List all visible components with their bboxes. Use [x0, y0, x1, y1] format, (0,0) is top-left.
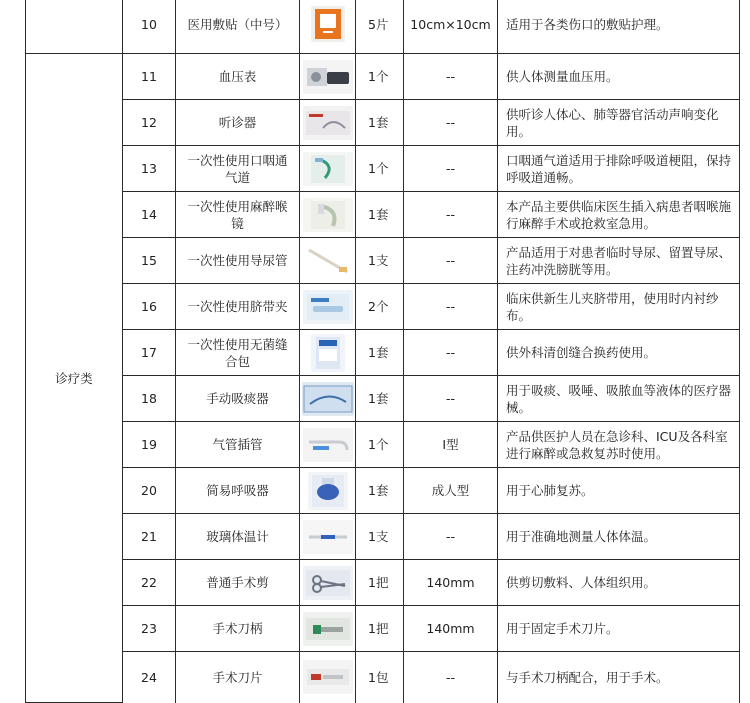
item-usage: 供人体测量血压用。: [498, 54, 740, 100]
item-image-cell: [300, 146, 356, 192]
item-spec: 140mm: [404, 606, 498, 652]
item-quantity: 1套: [356, 100, 404, 146]
table-row: [26, 330, 740, 376]
item-image-cell: [300, 0, 356, 54]
row-number: 16: [123, 284, 176, 330]
item-image-cell: [300, 514, 356, 560]
table-row: [26, 560, 740, 606]
stethoscope-icon: [303, 106, 353, 140]
surgical-scissors-icon: [303, 566, 353, 600]
table-row: [26, 0, 740, 54]
item-name: 气管插管: [176, 422, 300, 468]
blood-pressure-monitor-icon: [303, 60, 353, 94]
item-spec: --: [404, 100, 498, 146]
item-name: 简易呼吸器: [176, 468, 300, 514]
item-spec: --: [404, 376, 498, 422]
item-image-cell: [300, 606, 356, 652]
table-row: [26, 468, 740, 514]
row-number: 19: [123, 422, 176, 468]
wound-dressing-icon: [311, 6, 345, 42]
item-quantity: 2个: [356, 284, 404, 330]
item-usage: 产品适用于对患者临时导尿、留置导尿、注药冲洗膀胱等用。: [498, 238, 740, 284]
row-number: 10: [123, 0, 176, 54]
table-row: [26, 422, 740, 468]
item-spec: --: [404, 192, 498, 238]
umbilical-clamp-icon: [303, 290, 353, 324]
row-number: 22: [123, 560, 176, 606]
item-quantity: 1把: [356, 606, 404, 652]
item-spec: --: [404, 652, 498, 703]
item-image-cell: [300, 54, 356, 100]
item-spec: --: [404, 238, 498, 284]
table-row: [26, 54, 740, 100]
item-spec: --: [404, 146, 498, 192]
thermometer-icon: [303, 520, 353, 554]
item-quantity: 5片: [356, 0, 404, 54]
item-usage: 供外科清创缝合换药使用。: [498, 330, 740, 376]
item-image-cell: [300, 376, 356, 422]
item-image-cell: [300, 652, 356, 703]
endotracheal-tube-icon: [303, 428, 353, 462]
table-row: [26, 606, 740, 652]
item-quantity: 1把: [356, 560, 404, 606]
row-number: 21: [123, 514, 176, 560]
item-image-cell: [300, 330, 356, 376]
table-row: [26, 376, 740, 422]
row-number: 18: [123, 376, 176, 422]
item-quantity: 1个: [356, 54, 404, 100]
item-name: 一次性使用导尿管: [176, 238, 300, 284]
row-number: 11: [123, 54, 176, 100]
item-quantity: 1套: [356, 376, 404, 422]
item-spec: --: [404, 514, 498, 560]
item-image-cell: [300, 100, 356, 146]
item-name: 医用敷贴（中号）: [176, 0, 300, 54]
table-row: [26, 100, 740, 146]
item-name: 手动吸痰器: [176, 376, 300, 422]
item-usage: 用于心肺复苏。: [498, 468, 740, 514]
item-spec: 10cm×10cm: [404, 0, 498, 54]
row-number: 13: [123, 146, 176, 192]
item-image-cell: [300, 422, 356, 468]
item-usage: 用于固定手术刀片。: [498, 606, 740, 652]
item-name: 手术刀片: [176, 652, 300, 703]
oropharyngeal-airway-icon: [303, 152, 353, 186]
row-number: 15: [123, 238, 176, 284]
item-name: 一次性使用无菌缝合包: [176, 330, 300, 376]
item-usage: 临床供新生儿夹脐带用，使用时内衬纱布。: [498, 284, 740, 330]
item-image-cell: [300, 560, 356, 606]
item-usage: 适用于各类伤口的敷贴护理。: [498, 0, 740, 54]
table-row: [26, 146, 740, 192]
item-usage: 用于吸痰、吸唾、吸脓血等液体的医疗器械。: [498, 376, 740, 422]
item-usage: 与手术刀柄配合，用于手术。: [498, 652, 740, 703]
item-name: 听诊器: [176, 100, 300, 146]
item-spec: --: [404, 54, 498, 100]
item-name: 普通手术剪: [176, 560, 300, 606]
table-row: [26, 514, 740, 560]
supply-table: [25, 0, 740, 703]
row-number: 23: [123, 606, 176, 652]
item-quantity: 1个: [356, 146, 404, 192]
item-image-cell: [300, 468, 356, 514]
item-name: 一次性使用口咽通气道: [176, 146, 300, 192]
table-row: [26, 284, 740, 330]
item-spec: --: [404, 284, 498, 330]
item-image-cell: [300, 284, 356, 330]
suture-kit-icon: [311, 334, 345, 372]
category-cell: 诊疗类: [26, 54, 123, 703]
item-name: 血压表: [176, 54, 300, 100]
item-spec: Ⅰ型: [404, 422, 498, 468]
row-number: 17: [123, 330, 176, 376]
item-quantity: 1支: [356, 238, 404, 284]
scalpel-blade-icon: [303, 660, 353, 694]
item-quantity: 1套: [356, 468, 404, 514]
item-spec: --: [404, 330, 498, 376]
row-number: 14: [123, 192, 176, 238]
table-row: [26, 652, 740, 703]
table-row: [26, 238, 740, 284]
item-image-cell: [300, 192, 356, 238]
item-usage: 供听诊人体心、肺等器官活动声响变化用。: [498, 100, 740, 146]
item-quantity: 1包: [356, 652, 404, 703]
item-spec: 成人型: [404, 468, 498, 514]
table-row: [26, 192, 740, 238]
item-quantity: 1套: [356, 330, 404, 376]
item-usage: 口咽通气道适用于排除呼吸道梗阻，保持呼吸道通畅。: [498, 146, 740, 192]
item-usage: 产品供医护人员在急诊科、ICU及各科室进行麻醉或急救复苏时使用。: [498, 422, 740, 468]
category-cell-previous: [26, 0, 123, 54]
suction-device-icon: [302, 382, 354, 416]
laryngoscope-icon: [303, 198, 353, 232]
item-name: 一次性使用脐带夹: [176, 284, 300, 330]
row-number: 12: [123, 100, 176, 146]
item-quantity: 1个: [356, 422, 404, 468]
scalpel-handle-icon: [303, 612, 353, 646]
resuscitator-icon: [308, 472, 348, 510]
item-name: 手术刀柄: [176, 606, 300, 652]
item-name: 玻璃体温计: [176, 514, 300, 560]
item-usage: 本产品主要供临床医生插入病患者咽喉施行麻醉手术或抢救室急用。: [498, 192, 740, 238]
catheter-icon: [303, 244, 353, 278]
item-spec: 140mm: [404, 560, 498, 606]
item-quantity: 1支: [356, 514, 404, 560]
row-number: 20: [123, 468, 176, 514]
row-number: 24: [123, 652, 176, 703]
item-usage: 用于准确地测量人体体温。: [498, 514, 740, 560]
item-name: 一次性使用麻醉喉镜: [176, 192, 300, 238]
item-image-cell: [300, 238, 356, 284]
item-usage: 供剪切敷料、人体组织用。: [498, 560, 740, 606]
item-quantity: 1套: [356, 192, 404, 238]
